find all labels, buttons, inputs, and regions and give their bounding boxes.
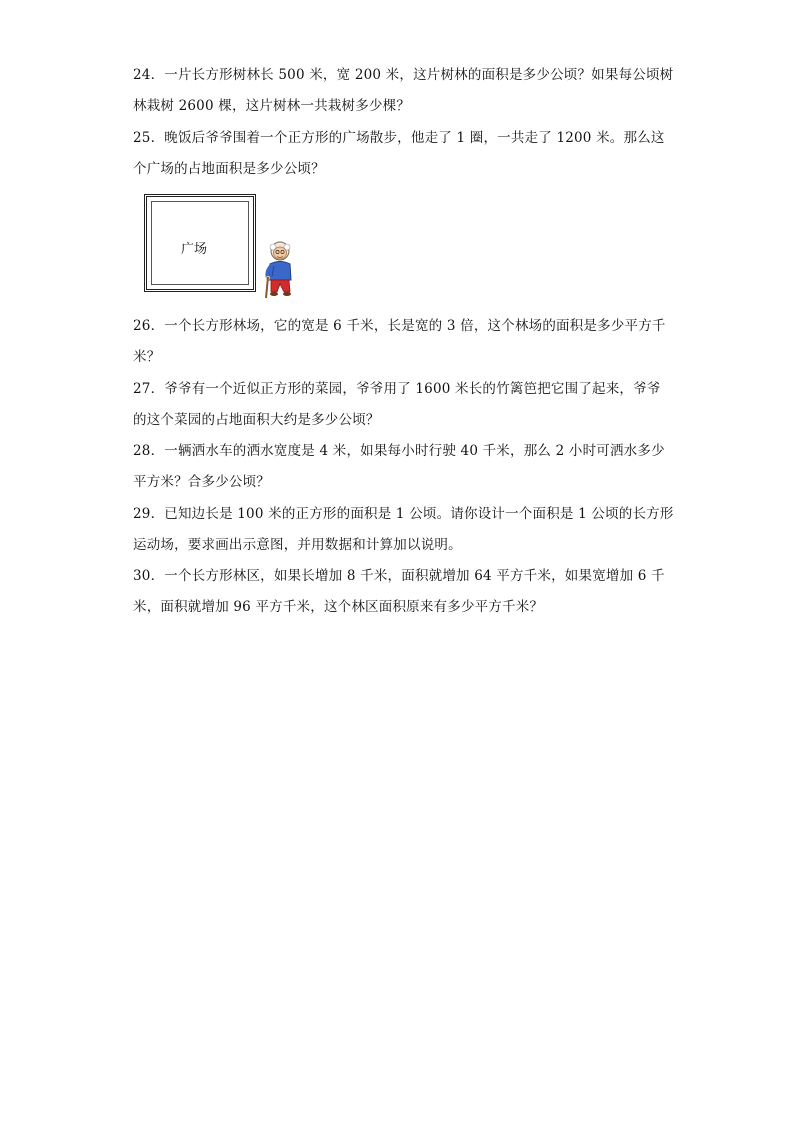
question-26 <box>133 311 667 373</box>
old-man-with-cane-icon <box>260 240 300 300</box>
question-line: 米，面积就增加 96 平方千米，这个林区面积原来有多少平方千米？ <box>133 599 544 615</box>
question-25 <box>133 123 667 185</box>
old-man-with-cane-icon <box>260 240 300 300</box>
question-line: 运动场，要求画出示意图，并用数据和计算加以说明。 <box>133 537 462 553</box>
question-line: 林栽树 2600 棵，这片树林一共栽树多少棵？ <box>133 98 411 114</box>
question-24 <box>133 60 674 122</box>
question-line: 米？ <box>133 349 161 365</box>
question-line: 25．晚饭后爷爷围着一个正方形的广场散步，他走了 1 圈，一共走了 1200 米。那么这 <box>133 130 665 146</box>
plaza-label: 广场 <box>181 242 208 257</box>
plaza-square <box>144 194 256 292</box>
question-30 <box>133 561 667 623</box>
question-29 <box>133 499 674 561</box>
question-line: 29．已知边长是 100 米的正方形的面积是 1 公顷。请你设计一个面积是 1 公顷的长方形 <box>133 506 674 522</box>
question-28 <box>133 436 667 498</box>
square-plaza-diagram <box>144 194 304 304</box>
question-line: 26．一个长方形林场，它的宽是 6 千米，长是宽的 3 倍，这个林场的面积是多少平方千 <box>133 318 666 334</box>
question-line: 27．爷爷有一个近似正方形的菜园，爷爷用了 1600 米长的竹篱笆把它围了起来，爷爷 <box>133 381 661 397</box>
question-line: 30．一个长方形林区，如果长增加 8 千米，面积就增加 64 平方千米，如果宽增加 6 千 <box>133 568 665 584</box>
question-line: 24．一片长方形树林长 500 米，宽 200 米，这片树林的面积是多少公顷？如果每公顷树 <box>133 67 674 83</box>
question-line: 平方米？合多少公顷？ <box>133 474 270 490</box>
question-27 <box>133 374 667 436</box>
question-line: 个广场的占地面积是多少公顷？ <box>133 161 325 177</box>
question-line: 的这个菜园的占地面积大约是多少公顷？ <box>133 412 380 428</box>
question-line: 28．一辆洒水车的洒水宽度是 4 米，如果每小时行驶 40 千米，那么 2 小时可洒水多少 <box>133 443 665 459</box>
